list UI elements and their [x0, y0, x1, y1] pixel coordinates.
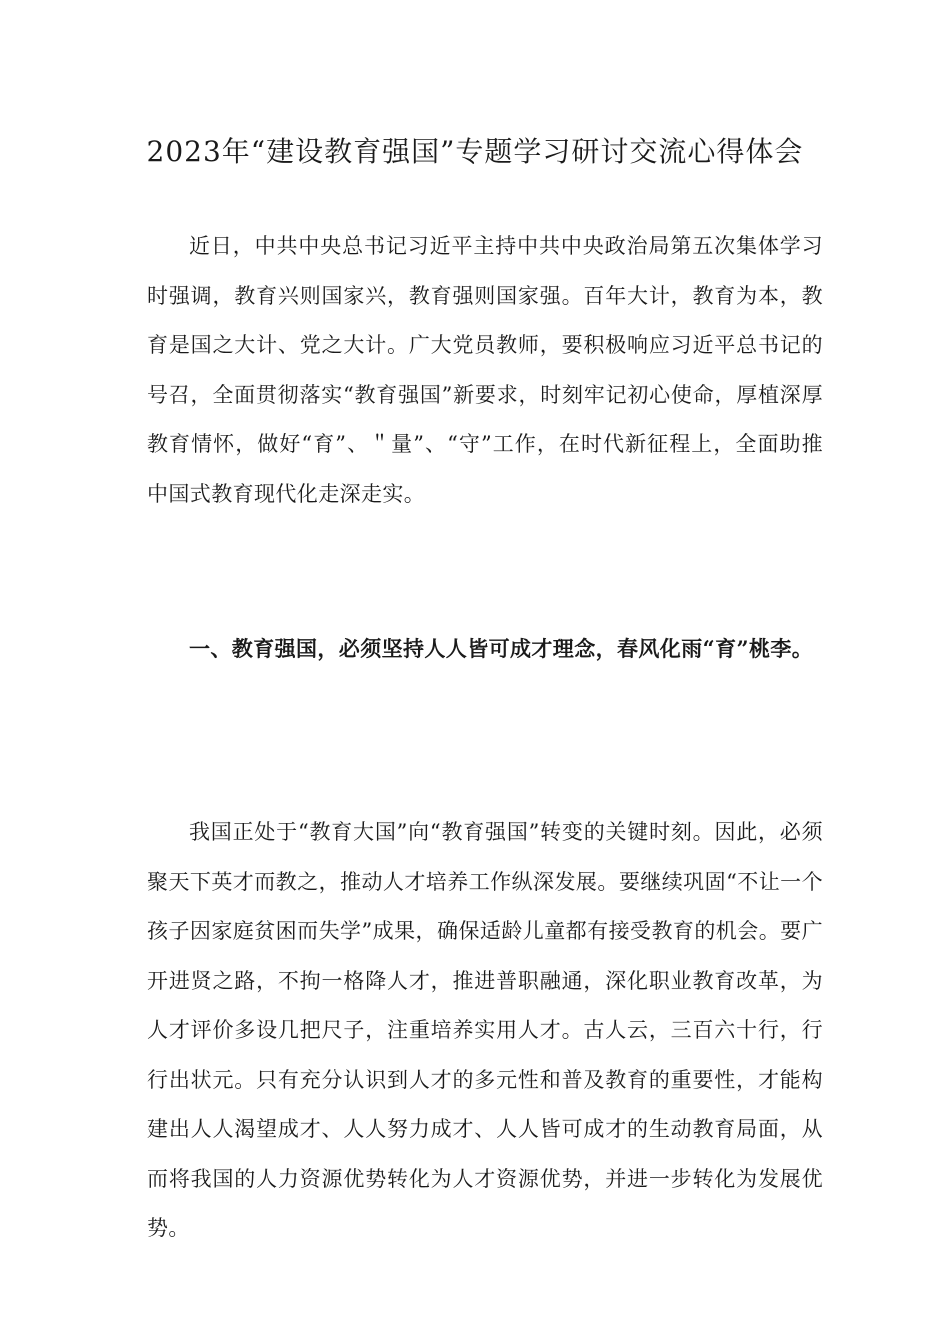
- section-paragraph: 我国正处于“教育大国”向“教育强国”转变的关键时刻。因此，必须聚天下英才而教之，推动人才培养工作纵深发展。要继续巩固“不让一个孩子因家庭贫困而失学”成果，确保适龄儿童都有接受教育的机会。要广开进贤之路，不拘一格降人才，推进普职融通，深化职业教育改革，为人才评价多设几把尺子，注重培养实用人才。古人云，三百六十行，行行出状元。只有充分认识到人才的多元性和普及教育的重要性，才能构建出人人渴望成才、人人努力成才、人人皆可成才的生动教育局面，从而将我国的人力资源优势转化为人才资源优势，并进一步转化为发展优势。: [147, 820, 823, 1240]
- section-heading: 一、教育强国，必须坚持人人皆可成才理念，春风化雨“育”桃李。: [189, 636, 814, 661]
- document-title: 2023年“建设教育强国”专题学习研讨交流心得体会: [146, 135, 804, 168]
- intro-paragraph: 近日，中共中央总书记习近平主持中共中央政治局第五次集体学习时强调，教育兴则国家兴，教育强则国家强。百年大计，教育为本，教育是国之大计、党之大计。广大党员教师，要积极响应习近平总书记的号召，全面贯彻落实“教育强国”新要求，时刻牢记初心使命，厚植深厚教育情怀，做好“育”、＂量”、“守”工作，在时代新征程上，全面助推中国式教育现代化走深走实。: [147, 234, 823, 506]
